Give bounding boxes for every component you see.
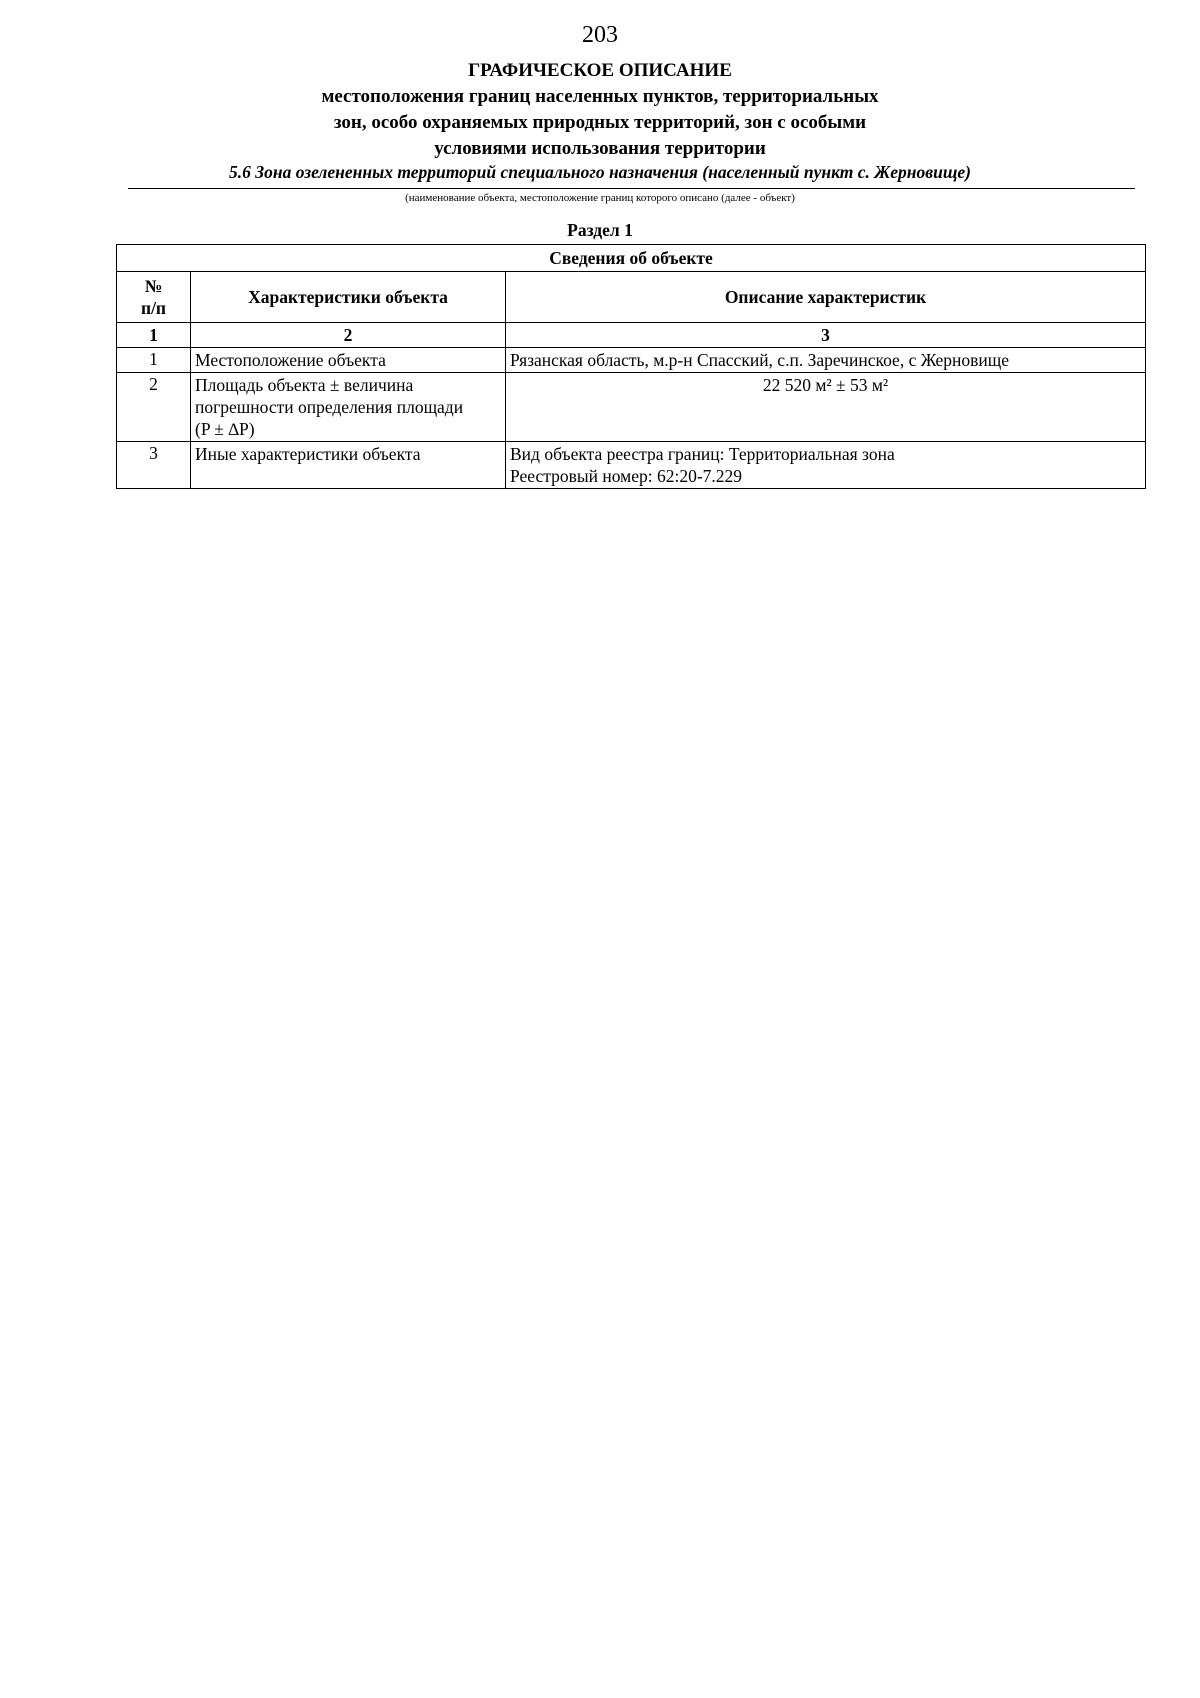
row-characteristic-line: Иные характеристики объекта <box>195 444 421 464</box>
table-caption: Сведения об объекте <box>117 245 1146 272</box>
row-description <box>506 442 1146 489</box>
column-index: 2 <box>191 323 506 348</box>
row-characteristic <box>191 348 506 373</box>
header-num-line-2: п/п <box>140 298 167 318</box>
title-line-4: условиями использования территории <box>434 138 766 159</box>
row-num: 1 <box>117 348 191 373</box>
section-title: Раздел 1 <box>567 220 633 240</box>
page-number: 203 <box>582 22 618 48</box>
row-description-line: 22 520 м² ± 53 м² <box>762 375 889 395</box>
row-characteristic <box>191 373 506 442</box>
table-row <box>117 348 1146 373</box>
row-num: 3 <box>117 442 191 489</box>
header-num <box>117 272 191 323</box>
row-description-line: Рязанская область, м.р-н Спасский, с.п. Заречинское, с Жерновище <box>510 350 1010 370</box>
table-caption-row <box>117 245 1146 272</box>
title-line-3: зон, особо охраняемых природных территорий, зон с особыми <box>333 112 867 133</box>
table-index-row <box>117 323 1146 348</box>
row-characteristic-line: Площадь объекта ± величина <box>195 375 414 395</box>
column-index: 3 <box>506 323 1146 348</box>
table-header-row <box>117 272 1146 323</box>
row-description-line: Реестровый номер: 62:20-7.229 <box>510 466 743 486</box>
header-characteristics: Характеристики объекта <box>191 272 506 323</box>
table-row <box>117 373 1146 442</box>
title-line-2: местоположения границ населенных пунктов, территориальных <box>321 86 879 107</box>
table-row <box>117 442 1146 489</box>
object-name: 5.6 Зона озелененных территорий специального назначения (населенный пункт с. Жерновище) <box>228 162 971 182</box>
object-info-table <box>116 244 1146 489</box>
row-description-line: Вид объекта реестра границ: Территориальная зона <box>510 444 895 464</box>
row-description <box>506 373 1146 442</box>
row-characteristic-line: (P ± ∆P) <box>195 419 255 439</box>
column-index: 1 <box>117 323 191 348</box>
title-line-1: ГРАФИЧЕСКОЕ ОПИСАНИЕ <box>468 60 732 81</box>
header-num-line-1: № <box>144 276 163 296</box>
row-characteristic <box>191 442 506 489</box>
document-title <box>0 58 1200 162</box>
row-description <box>506 348 1146 373</box>
row-characteristic-line: Местоположение объекта <box>195 350 386 370</box>
row-num: 2 <box>117 373 191 442</box>
object-name-caption: (наименование объекта, местоположение границ которого описано (далее - объект) <box>405 192 795 204</box>
header-description: Описание характеристик <box>506 272 1146 323</box>
object-name-underline <box>128 188 1135 189</box>
row-characteristic-line: погрешности определения площади <box>195 397 464 417</box>
